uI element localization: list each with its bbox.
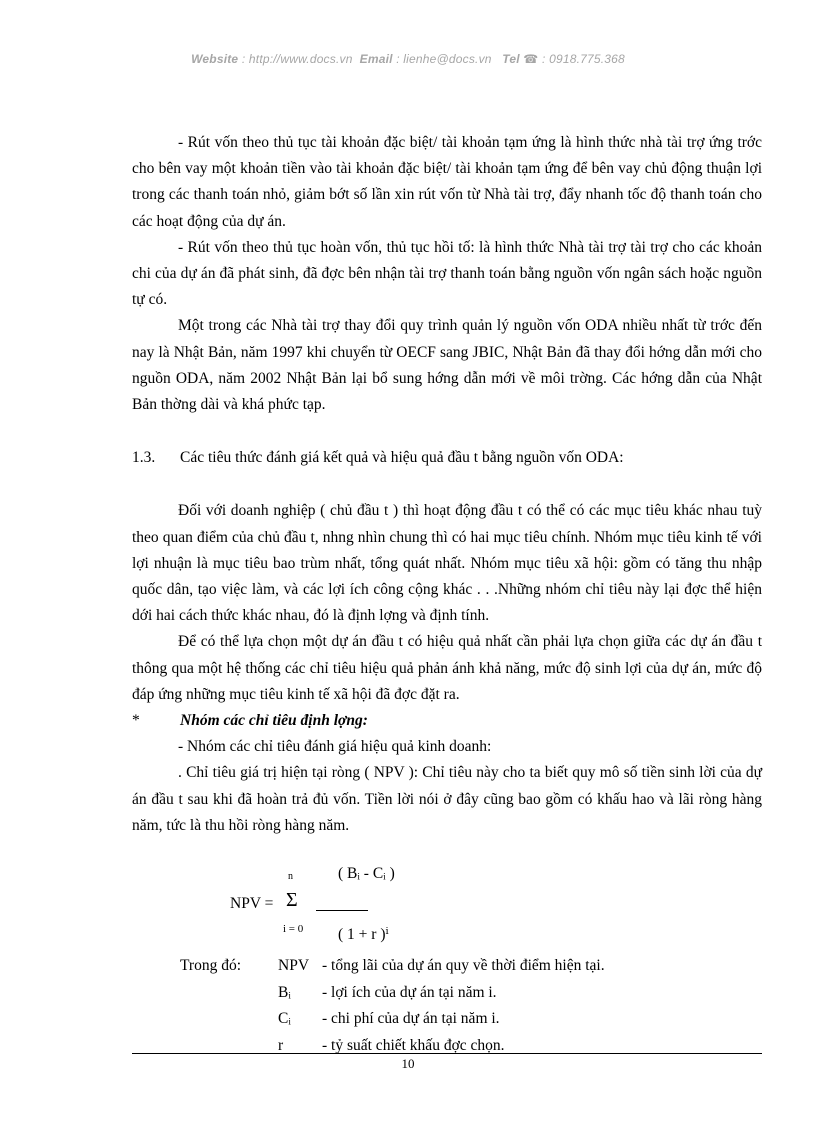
definition-row xyxy=(180,980,605,1007)
paragraph-3: Một trong các Nhà tài trợ thay đổi quy trình quản lý nguồn vốn ODA nhiều nhất từ trớc đến nay là Nhật Bản, năm 1997 khi chuyển từ OECF sang JBIC, Nhật Bản đã thay đổi hớng dẫn mới cho nguồn ODA, năm 2002 Nhật Bản lại bổ sung hớng dẫn mới về môi trờng. Các hớng dẫn của Nhật Bản thờng dài và khá phức tạp. xyxy=(132,317,762,414)
definition-symbol: Cᵢ xyxy=(278,1010,291,1027)
definition-desc: - lợi ích của dự án tại năm i. xyxy=(322,983,497,1001)
page-header xyxy=(0,52,816,66)
star-bullet: * xyxy=(132,712,140,730)
formula-numerator: ( Bᵢ - Cᵢ ) xyxy=(338,865,395,882)
page-body xyxy=(132,130,762,839)
definition-desc: - tổng lãi của dự án quy về thời điểm hiện tại. xyxy=(322,957,605,974)
definitions-list xyxy=(180,953,605,1059)
formula-denominator: ( 1 + r )ⁱ xyxy=(338,926,389,943)
sum-lower-limit: i = 0 xyxy=(283,923,304,935)
footer-divider xyxy=(132,1053,762,1054)
section-number: 1.3. xyxy=(132,449,156,467)
definitions-intro: Trong đó: xyxy=(180,957,242,974)
tel-value: : 0918.775.368 xyxy=(542,52,625,66)
bullet-heading-text: Nhóm các chỉ tiêu định lợng: xyxy=(180,712,368,730)
paragraph-7: . Chỉ tiêu giá trị hiện tại ròng ( NPV ): Chỉ tiêu này cho ta biết quy mô số tiền sinh lời của dự án đầu t sau khi đã hoàn trả đủ vốn. Tiền lời nói ở đây cũng bao gồm có khấu hao và lãi ròng hàng năm, tức là thu hồi ròng hàng năm. xyxy=(132,764,762,834)
bullet-heading xyxy=(132,708,762,734)
definition-desc: - tỷ suất chiết khấu đợc chọn. xyxy=(322,1036,505,1054)
fraction-line xyxy=(316,910,368,911)
definition-row xyxy=(180,953,605,980)
definition-symbol: Bᵢ xyxy=(278,983,291,1001)
sigma-symbol: Σ xyxy=(286,889,298,911)
email-label: Email xyxy=(359,52,393,66)
page-number: 10 xyxy=(401,1056,415,1071)
formula-lhs: NPV = xyxy=(230,895,274,912)
definition-desc: - chi phí của dự án tại năm i. xyxy=(322,1010,500,1027)
definition-symbol: NPV xyxy=(278,957,310,974)
section-heading xyxy=(132,445,762,471)
section-title: Các tiêu thức đánh giá kết quả và hiệu quả đầu t bằng nguồn vốn ODA: xyxy=(180,449,624,467)
website-value: : http://www.docs.vn xyxy=(241,52,353,66)
paragraph-1: - Rút vốn theo thủ tục tài khoản đặc biệt/ tài khoản tạm ứng là hình thức nhà tài trợ ứng trớc cho bên vay một khoản tiền vào tài khoản đặc biệt/ tài khoản tạm ứng để bên vay chủ động thuận lợi trong các thanh toán nhỏ, giảm bớt số lần xin rút vốn từ Nhà tài trợ, đẩy nhanh tốc độ thanh toán cho các hoạt động của dự án. xyxy=(132,134,762,230)
paragraph-2: - Rút vốn theo thủ tục hoàn vốn, thủ tục hồi tố: là hình thức Nhà tài trợ tài trợ cho các khoản chi của dự án đã phát sinh, đã đợc bên nhận tài trợ thanh toán bằng nguồn vốn ngân sách hoặc nguồn tự có. xyxy=(132,238,762,309)
sum-upper-limit: n xyxy=(288,871,293,882)
npv-formula xyxy=(230,865,530,947)
definition-symbol: r xyxy=(278,1036,284,1054)
definition-row xyxy=(180,1006,605,1033)
email-value: : lienhe@docs.vn xyxy=(396,52,492,66)
tel-label: Tel ☎ xyxy=(502,52,539,66)
paragraph-6: - Nhóm các chỉ tiêu đánh giá hiệu quả kinh doanh: xyxy=(178,738,492,756)
website-label: Website xyxy=(191,52,239,66)
paragraph-4: Đối với doanh nghiệp ( chủ đầu t ) thì hoạt động đầu t có thể có các mục tiêu khác nhau tuỳ theo quan điểm của chủ đầu t, nhng nhìn chung thì có hai mục tiêu chính. Nhóm mục tiêu kinh tế với lợi nhuận là mục tiêu bao trùm nhất, tổng quát nhất. Nhóm mục tiêu xã hội: gồm có tăng thu nhập quốc dân, tạo việc làm, và các lợi ích công cộng khác . . .Những nhóm chỉ tiêu này lại đợc thể hiện dới hai cách thức khác nhau, đó là định lợng và định tính. xyxy=(132,502,762,625)
paragraph-5: Để có thể lựa chọn một dự án đầu t có hiệu quả nhất cần phải lựa chọn giữa các dự án đầu t thông qua một hệ thống các chỉ tiêu hiệu quả phản ánh khả năng, mức độ sinh lợi của dự án, mức độ đáp ứng những mục tiêu kinh tế xã hội đã đợc đặt ra. xyxy=(132,633,762,703)
